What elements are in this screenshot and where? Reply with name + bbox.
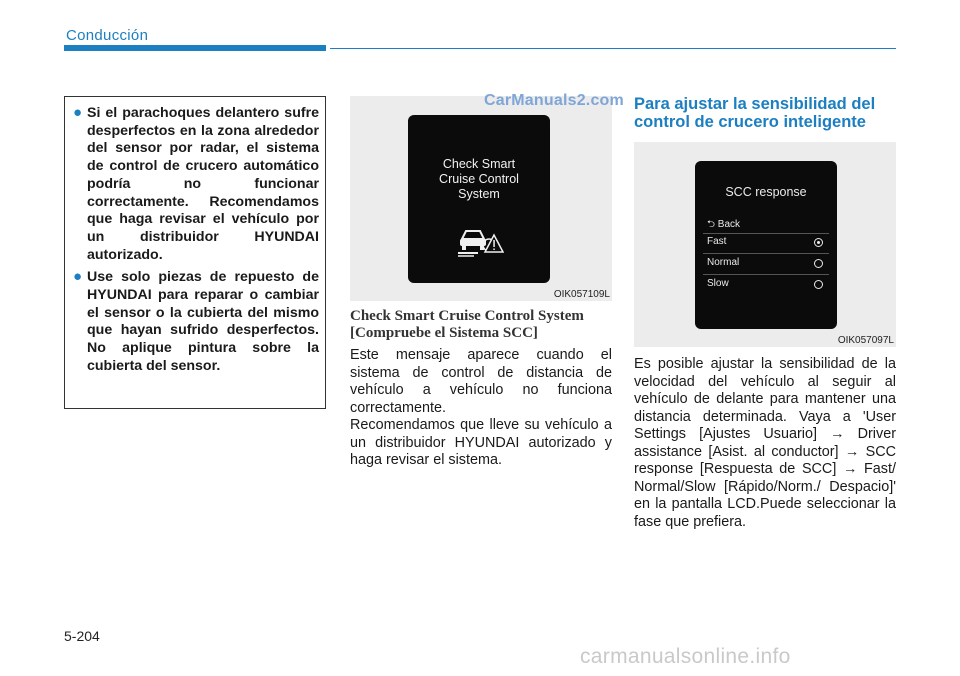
bullet-icon: ● [73,268,83,286]
warning-item [73,269,319,375]
radio-icon [814,280,823,289]
cluster-screen [408,115,550,283]
back-arrow-icon: ⮌ [707,219,716,230]
paragraph: Es posible ajustar la sensibilidad de la velocidad del vehículo al seguir al vehículo de delante para mantener una distancia determinada. Vaya a 'User Settings [Ajustes Usuario] → Driver assistance [Asist. al conductor] → SCC response [Respuesta de SCC] → Fast/ Normal/Slow [Rápido/Norm./ Despacio]' en la pantalla LCD.Puede seleccionar la fase que prefiera. [634,356,896,530]
warning-text: Si el parachoques delantero sufre desperfectos en la zona alrededor del sensor por radar, el sistema de control de crucero automático podría no funcionar correctamente. Recomendamos que haga revisar el vehículo por un distribuidor HYUNDAI autorizado. [87,105,319,263]
section-heading: Para ajustar la sensibilidad del control de crucero inteligente [634,95,876,131]
radio-selected-icon [814,238,823,247]
option-fast [703,233,829,252]
option-label: Normal [707,257,740,268]
paragraph: Este mensaje aparece cuando el sistema de control de distancia de vehículo a vehículo no funciona correctamente. [350,347,612,416]
warning-text: Use solo piezas de repuesto de HYUNDAI para reparar o cambiar el sensor o la cubierta del mismo que hayan sufrido desperfectos. No aplique pintura sobre la cubierta del sensor. [87,269,319,374]
radio-icon [814,259,823,268]
section-title: Conducción [66,27,149,44]
header-rule-thick [64,45,326,51]
bullet-icon: ● [73,104,83,121]
back-item [707,217,740,234]
option-normal [703,254,829,273]
figure-check-scc [350,96,612,301]
radar-warning-icon [456,225,504,257]
cluster-message: Check Smart Cruise Control System [439,157,519,201]
paragraph: Recomendamos que lleve su vehículo a un distribuidor HYUNDAI autorizado y haga revisar el sistema. [350,417,612,468]
page-number: 5-204 [64,628,100,644]
option-slow [703,275,829,294]
option-label: Fast [707,236,727,247]
figure-scc-response [634,142,896,347]
option-label: Slow [707,278,729,289]
header-rule-thin [330,48,896,49]
warning-box [64,96,326,409]
back-label: Back [717,219,741,230]
footer-watermark: carmanualsonline.info [580,645,791,668]
warning-item [73,105,319,264]
watermark: CarManuals2.com [484,92,624,109]
figure-code: OIK057097L [837,335,894,346]
subheading: Check Smart Cruise Control System [Compruebe el Sistema SCC] [350,308,584,341]
menu-title: SCC response [725,185,807,199]
cluster-screen [695,161,837,329]
figure-code: OIK057109L [553,289,610,300]
